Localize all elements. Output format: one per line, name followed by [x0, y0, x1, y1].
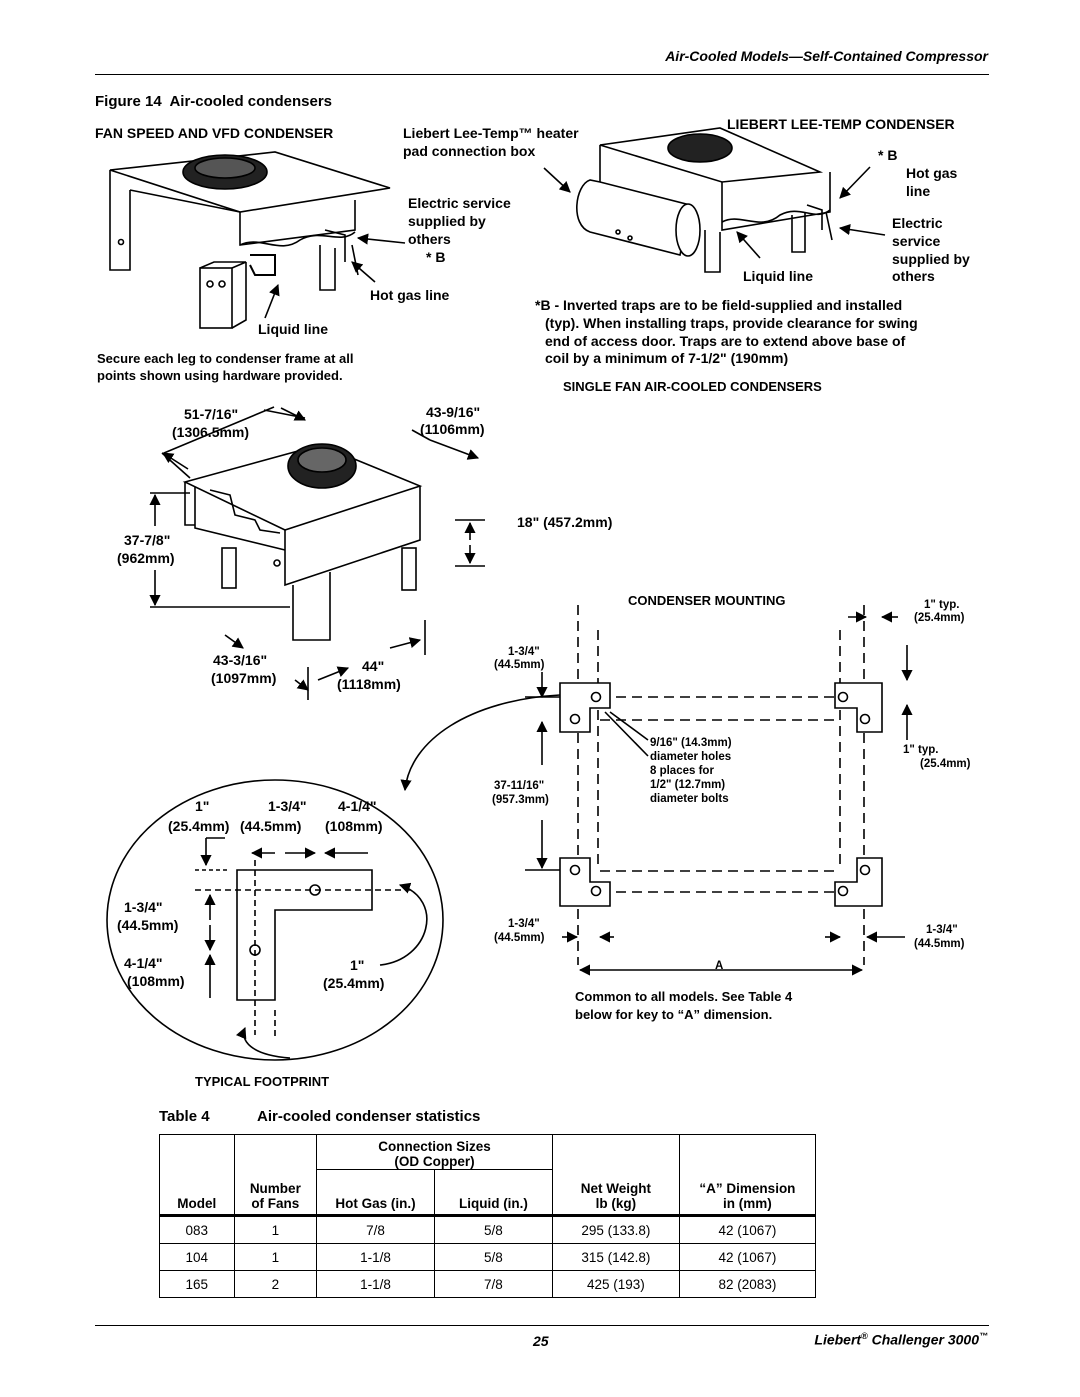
fp-top-2: 1-3/4" — [268, 798, 307, 814]
dim-d3-b: (962mm) — [117, 550, 175, 566]
fp-left2-b: (108mm) — [127, 973, 185, 989]
fp-left1-b: (44.5mm) — [117, 917, 179, 933]
left-liquid: Liquid line — [258, 321, 328, 337]
right-hot-gas-1: Hot gas — [906, 165, 958, 181]
fp-left1-a: 1-3/4" — [124, 899, 163, 915]
mount-m3-a: 37-11/16" — [494, 780, 545, 792]
lee-temp-condenser-drawing — [577, 128, 832, 272]
col-liquid: Liquid (in.) — [434, 1170, 552, 1216]
col-fans-1: Number — [249, 1181, 301, 1196]
fan-speed-title: FAN SPEED AND VFD CONDENSER — [95, 125, 334, 141]
heater-label-line1: Liebert Lee-Temp™ heater — [403, 125, 579, 141]
right-electric-2: service — [892, 233, 941, 249]
cell-model: 165 — [160, 1271, 235, 1298]
statistics-table — [159, 1134, 816, 1298]
mount-holes-2: diameter holes — [650, 751, 732, 763]
cell-model: 104 — [160, 1244, 235, 1271]
left-electric-3: others — [408, 231, 451, 247]
dim-d6-b: (1118mm) — [337, 676, 401, 692]
left-hot-gas: Hot gas line — [370, 287, 450, 303]
cell-hotgas: 7/8 — [317, 1216, 435, 1244]
cell-dim: 42 (1067) — [679, 1244, 815, 1271]
col-conn — [317, 1135, 553, 1170]
product-model: Challenger 3000 — [871, 1331, 979, 1348]
common-note-1: Common to all models. See Table 4 — [575, 989, 793, 1004]
cell-fans: 1 — [234, 1216, 317, 1244]
mount-m6-a: 1-3/4" — [926, 924, 958, 936]
cell-hotgas: 1-1/8 — [317, 1271, 435, 1298]
fan-speed-condenser-drawing — [110, 152, 390, 328]
mount-m2-a: 1-3/4" — [508, 646, 540, 658]
heater-label-line2: pad connection box — [403, 143, 536, 159]
cell-hotgas: 1-1/8 — [317, 1244, 435, 1271]
left-b-marker: * B — [426, 249, 446, 265]
mount-m4-a: 1" typ. — [903, 744, 939, 756]
fp-top-mm-2: (44.5mm) — [240, 818, 302, 834]
col-conn-2: (OD Copper) — [394, 1154, 475, 1169]
col-model: Model — [160, 1135, 235, 1216]
secure-note-1: Secure each leg to condenser frame at all — [97, 351, 354, 366]
cell-dim: 42 (1067) — [679, 1216, 815, 1244]
fp-top-3: 4-1/4" — [338, 798, 377, 814]
b-note-4: coil by a minimum of 7-1/2" (190mm) — [545, 350, 789, 366]
dim-d1-b: (1306.5mm) — [172, 424, 250, 440]
secure-note-2: points shown using hardware provided. — [97, 368, 343, 383]
cell-liquid: 7/8 — [434, 1271, 552, 1298]
figure-title: Figure 14 Air-cooled condensers — [95, 93, 333, 110]
fp-top-1: 1" — [195, 798, 210, 814]
dim-d2-a: 43-9/16" — [426, 404, 481, 420]
lee-temp-title: LIEBERT LEE-TEMP CONDENSER — [727, 116, 955, 132]
mount-holes-4: 1/2" (12.7mm) — [650, 779, 726, 791]
product-name — [814, 1331, 988, 1348]
dim-d6-a: 44" — [362, 658, 385, 674]
footer-rule — [95, 1325, 989, 1326]
mount-m5-b: (44.5mm) — [494, 932, 545, 944]
fp-top-mm-3: (108mm) — [325, 818, 383, 834]
cell-weight: 425 (193) — [552, 1271, 679, 1298]
mount-holes-3: 8 places for — [650, 765, 714, 777]
left-electric-2: supplied by — [408, 213, 486, 229]
col-hotgas: Hot Gas (in.) — [317, 1170, 435, 1216]
cell-weight: 315 (142.8) — [552, 1244, 679, 1271]
trademark-mark: ™ — [979, 1331, 988, 1341]
dim-d2-b: (1106mm) — [420, 421, 485, 437]
table-title: Air-cooled condenser statistics — [257, 1108, 481, 1125]
cell-fans: 2 — [234, 1271, 317, 1298]
col-weight — [552, 1135, 679, 1216]
col-weight-1: Net Weight — [580, 1181, 652, 1196]
col-dim — [679, 1135, 815, 1216]
registered-mark: ® — [861, 1331, 868, 1341]
fp-right1-b: (25.4mm) — [323, 975, 385, 991]
page-number: 25 — [533, 1333, 549, 1349]
mount-m2-b: (44.5mm) — [494, 659, 545, 671]
dim-d5-b: (1097mm) — [211, 670, 277, 686]
mount-m3-b: (957.3mm) — [492, 794, 549, 806]
fp-right1-a: 1" — [350, 957, 365, 973]
right-b-marker: * B — [878, 147, 898, 163]
cell-liquid: 5/8 — [434, 1216, 552, 1244]
right-electric-4: others — [892, 268, 935, 284]
single-fan-title: SINGLE FAN AIR-COOLED CONDENSERS — [563, 379, 822, 394]
mount-m4-b: (25.4mm) — [920, 758, 971, 770]
mount-holes-5: diameter bolts — [650, 793, 729, 805]
cell-fans: 1 — [234, 1244, 317, 1271]
fp-left2-a: 4-1/4" — [124, 955, 163, 971]
dim-d4: 18" (457.2mm) — [517, 514, 613, 530]
dim-d3-a: 37-7/8" — [124, 532, 171, 548]
cell-weight: 295 (133.8) — [552, 1216, 679, 1244]
fp-top-mm-1: (25.4mm) — [168, 818, 230, 834]
col-fans-2: of Fans — [251, 1196, 300, 1211]
product-brand: Liebert — [814, 1331, 862, 1348]
table-label: Table 4 — [159, 1108, 210, 1125]
mount-a-label: A — [715, 960, 724, 972]
cell-dim: 82 (2083) — [679, 1271, 815, 1298]
col-dim-2: in (mm) — [723, 1196, 772, 1211]
fp-title: TYPICAL FOOTPRINT — [195, 1074, 330, 1089]
table-row — [160, 1271, 816, 1298]
col-weight-2: lb (kg) — [595, 1196, 637, 1211]
mount-m5-a: 1-3/4" — [508, 918, 540, 930]
running-title: Air-Cooled Models—Self-Contained Compressor — [665, 48, 988, 64]
mount-m6-b: (44.5mm) — [914, 938, 965, 950]
mounting-title: CONDENSER MOUNTING — [628, 593, 786, 608]
right-electric-1: Electric — [892, 215, 943, 231]
b-note-2: (typ). When installing traps, provide clearance for swing — [545, 315, 918, 331]
right-hot-gas-2: line — [906, 183, 931, 199]
cell-liquid: 5/8 — [434, 1244, 552, 1271]
mount-holes-1: 9/16" (14.3mm) — [650, 737, 732, 749]
col-fans — [234, 1135, 317, 1216]
table-row — [160, 1244, 816, 1271]
cell-model: 083 — [160, 1216, 235, 1244]
col-dim-1: “A” Dimension — [699, 1181, 796, 1196]
b-note-1: *B - Inverted traps are to be field-supplied and installed — [535, 297, 903, 313]
dim-d1-a: 51-7/16" — [184, 406, 239, 422]
col-conn-1: Connection Sizes — [378, 1139, 491, 1154]
mount-m1-b: (25.4mm) — [914, 612, 965, 624]
common-note-2: below for key to “A” dimension. — [575, 1007, 773, 1022]
table-row — [160, 1216, 816, 1244]
right-electric-3: supplied by — [892, 251, 970, 267]
mount-m1-a: 1" typ. — [924, 599, 960, 611]
right-liquid: Liquid line — [743, 268, 813, 284]
left-electric-1: Electric service — [408, 195, 511, 211]
b-note-3: end of access door. Traps are to extend above base of — [545, 333, 906, 349]
dim-d5-a: 43-3/16" — [213, 652, 268, 668]
single-fan-condenser-drawing — [185, 444, 420, 640]
